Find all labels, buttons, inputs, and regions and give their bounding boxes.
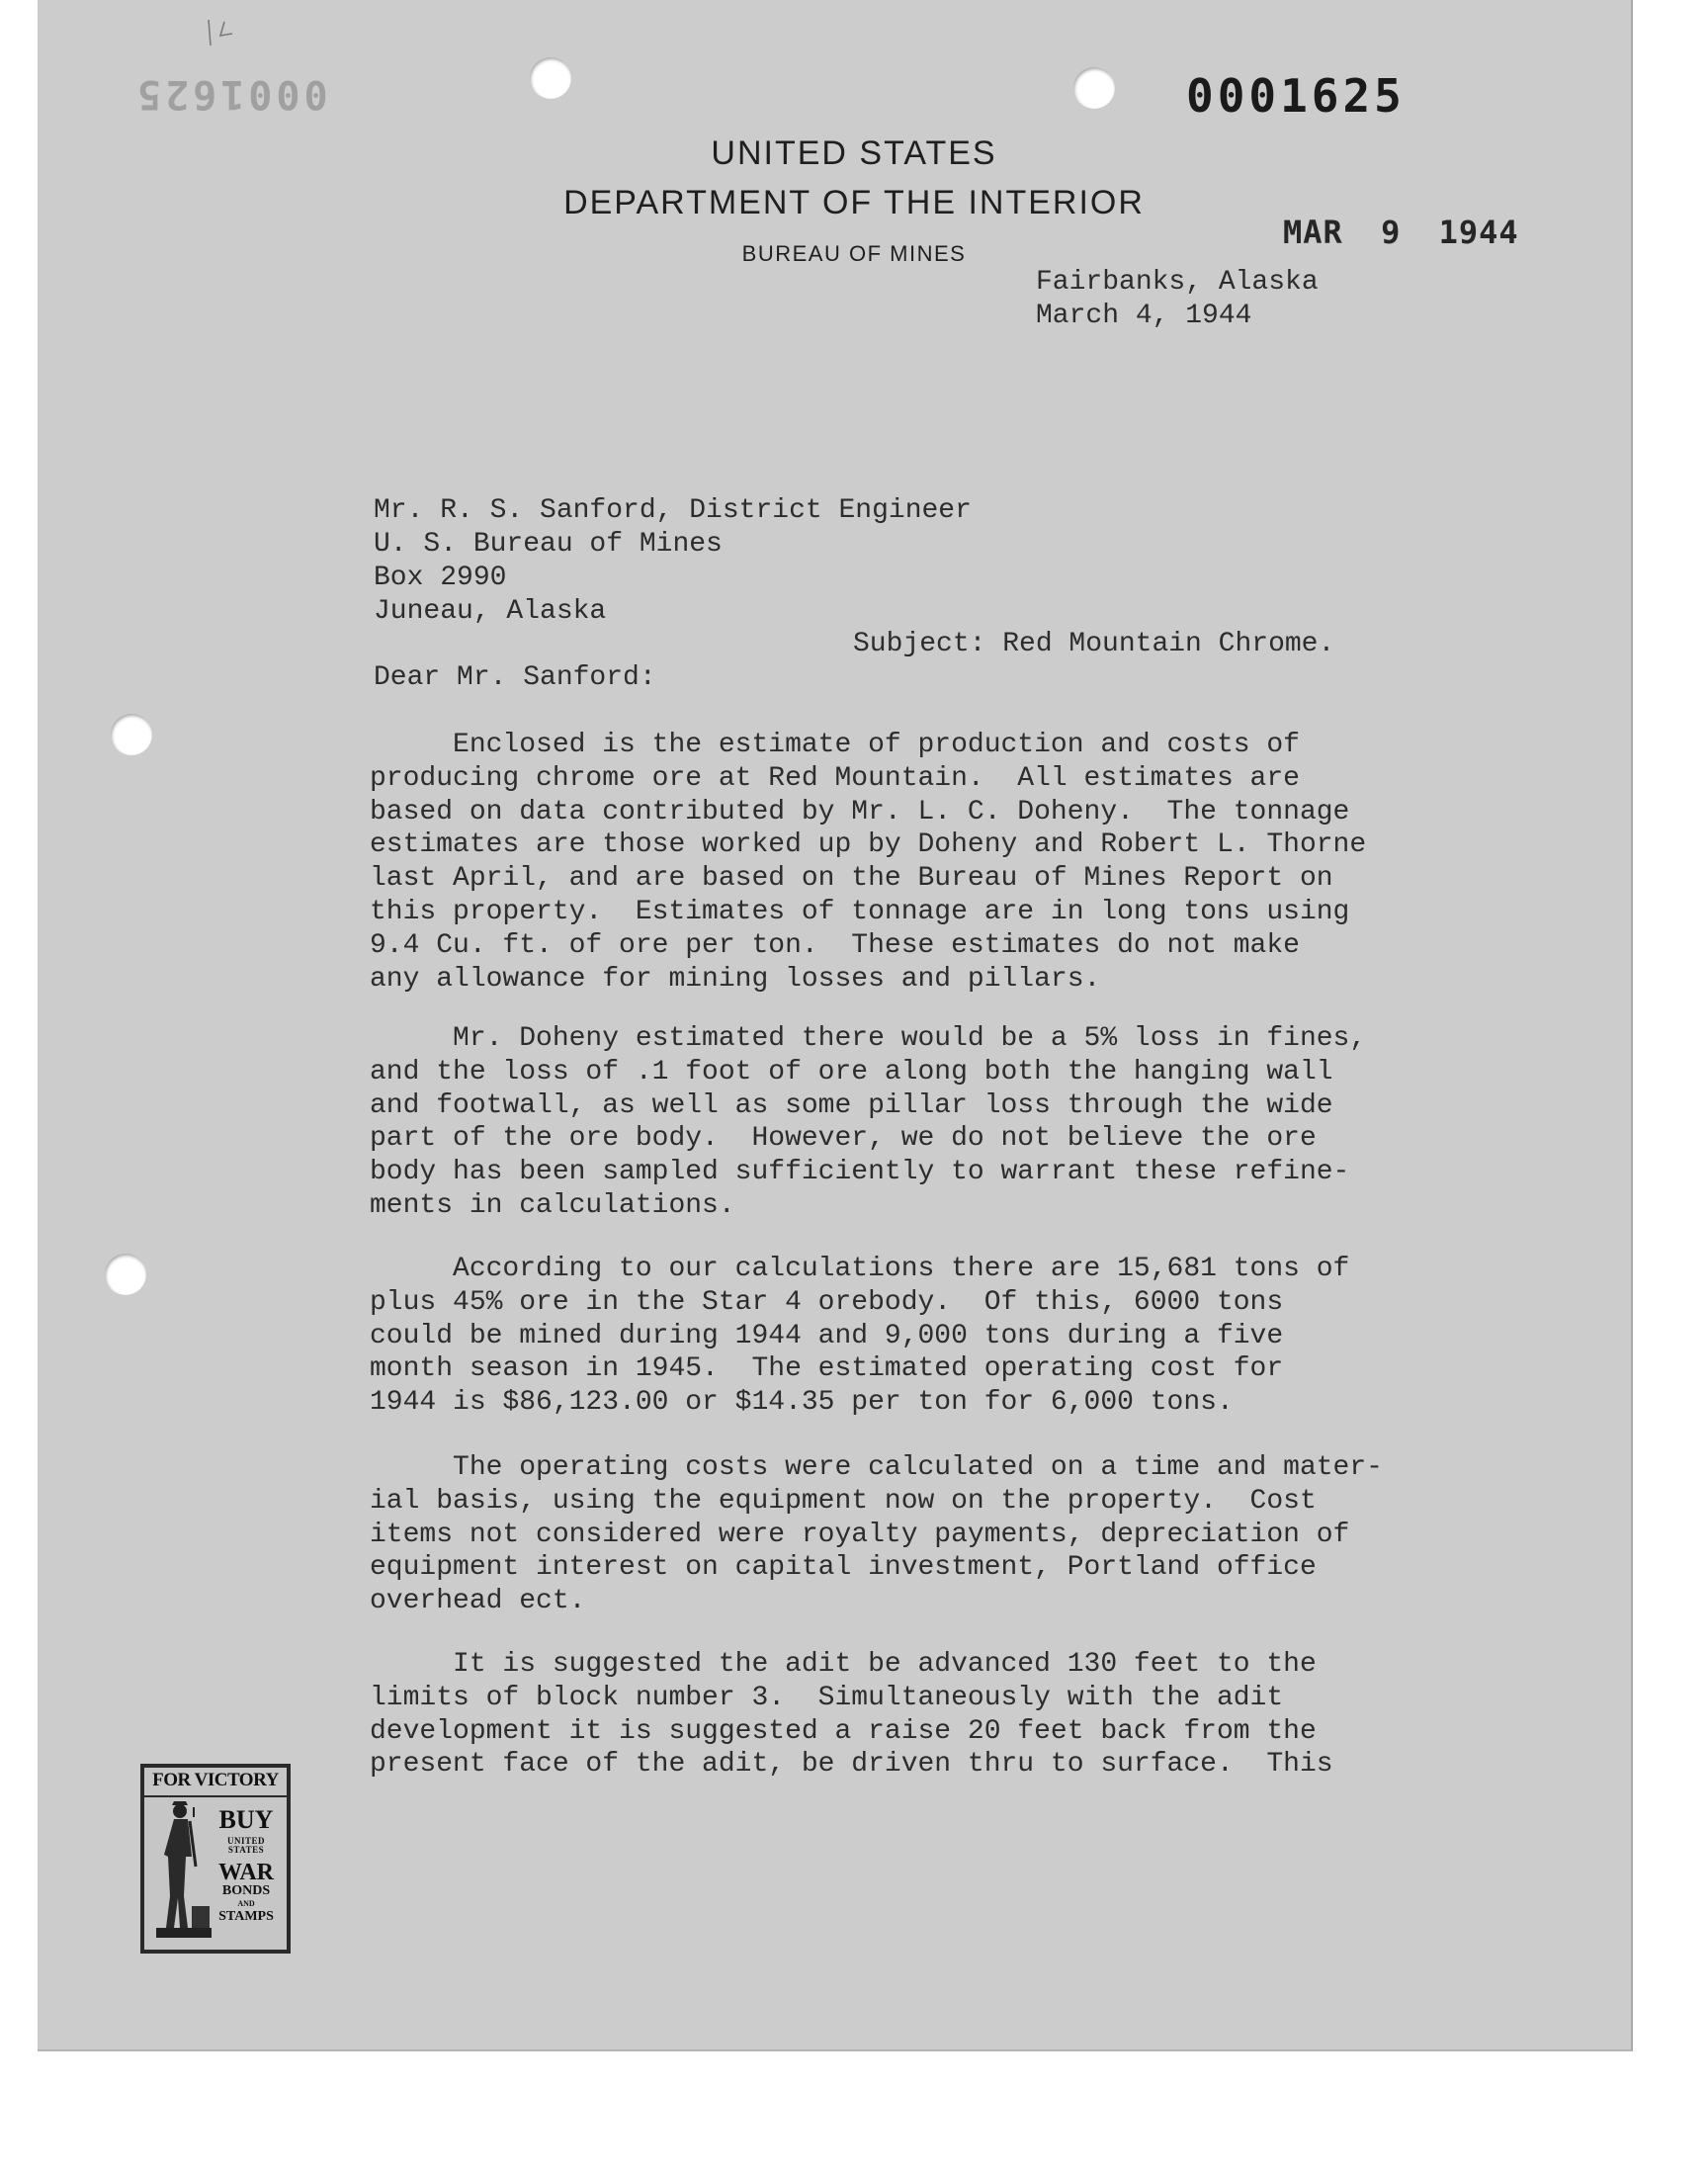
body-paragraph: The operating costs were calculated on a time and mater- ial basis, using the equipment now on the property. Cost items not considered were royalty payments, depreciation of equipment interest on capital investment, Portland office overhead ect. <box>370 1452 1383 1617</box>
seal-stamps: STAMPS <box>218 1909 274 1924</box>
mirrored-doc-number: 0001625 <box>133 71 328 117</box>
letterhead-bureau: BUREAU OF MINES <box>741 241 967 266</box>
seal-header: FOR VICTORY <box>144 1770 287 1797</box>
body-paragraph: It is suggested the adit be advanced 130 feet to the limits of block number 3. Simultaneously with the adit development it is suggested a raise 20 feet back from the present face of the adit, be driven thru to surface. This <box>370 1649 1333 1781</box>
body-paragraph: Mr. Doheny estimated there would be a 5% loss in fines, and the loss of .1 foot of ore along both the hanging wall and footwall, as well as some pillar loss through the wide part of the ore body. However, we do not believe the ore body has been sampled sufficiently to warrant these refine- ments in calculations. <box>370 1023 1367 1221</box>
recipient-city: Juneau, Alaska <box>374 596 607 627</box>
pencil-mark-icon <box>203 18 242 49</box>
doc-number-stamp: 0001625 <box>1186 69 1406 123</box>
letter-date: March 4, 1944 <box>1036 301 1252 331</box>
seal-bonds: BONDS <box>221 1883 271 1898</box>
punch-hole-left-lower <box>105 1254 146 1295</box>
seal-and: AND <box>237 1899 255 1908</box>
punch-hole-top-left <box>530 57 571 99</box>
letterhead-country: UNITED STATES <box>711 134 997 172</box>
recipient-name: Mr. R. S. Sanford, District Engineer <box>374 495 972 526</box>
punch-hole-top-right <box>1073 67 1115 109</box>
recipient-org: U. S. Bureau of Mines <box>374 529 723 560</box>
seal-war: WAR <box>217 1860 274 1885</box>
sender-place: Fairbanks, Alaska <box>1036 267 1319 298</box>
seal-buy: BUY <box>218 1805 274 1834</box>
body-paragraph: Enclosed is the estimate of production and costs of producing chrome ore at Red Mountain. All estimates are based on data contributed by Mr. L. C. Doheny. The tonnage estimates are those worked up by Doheny and Robert L. Thorne last April, and are based on the Bureau of Mines Report on this property. Estimates of tonnage are in long tons using 9.4 Cu. ft. of ore per ton. These estimates do not make any allowance for mining losses and pillars. <box>370 730 1367 995</box>
received-date-stamp: MAR 9 1944 <box>1283 214 1519 251</box>
body-paragraph: According to our calculations there are 15,681 tons of plus 45% ore in the Star 4 orebody. Of this, 6000 tons could be mined during 1944 and 9,000 tons during a five month season in 1945. The estimated operating cost for 1944 is $86,123.00 or $14.35 per ton for 6,000 tons. <box>370 1254 1350 1419</box>
war-bonds-seal <box>140 1764 291 1954</box>
punch-hole-left-upper <box>111 714 152 755</box>
subject-line: Subject: Red Mountain Chrome. <box>853 629 1335 659</box>
recipient-box: Box 2990 <box>374 563 507 593</box>
letterhead-department: DEPARTMENT OF THE INTERIOR <box>563 184 1145 221</box>
seal-united-states: UNITED STATES <box>226 1836 265 1855</box>
salutation: Dear Mr. Sanford: <box>374 662 656 693</box>
